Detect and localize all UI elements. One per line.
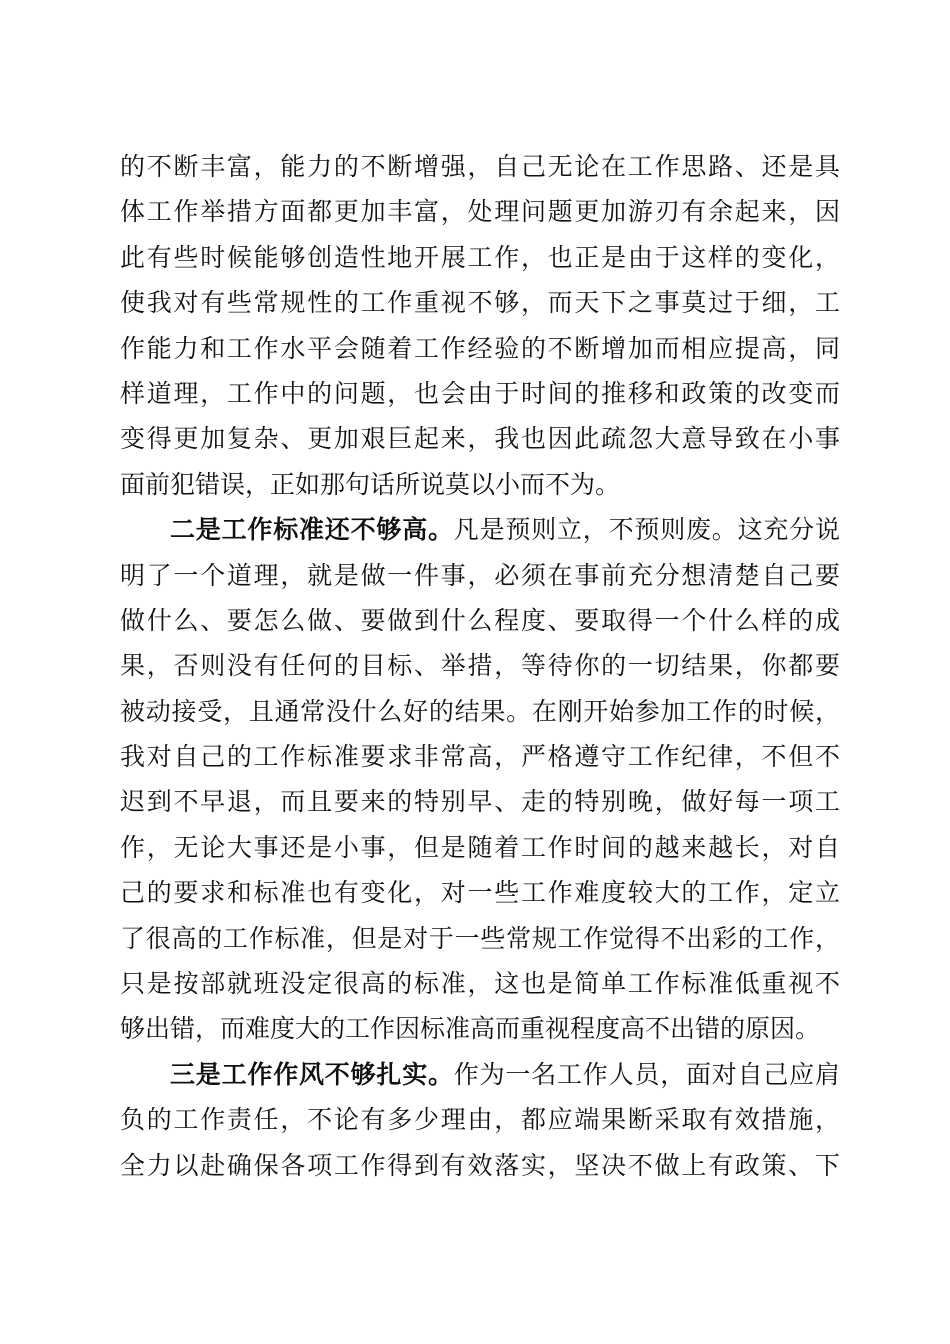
text-line: 样道理，工作中的问题，也会由于时间的推移和政策的改变而: [120, 378, 840, 408]
text-line: 我对自己的工作标准要求非常高，严格遵守工作纪律，不但不: [120, 742, 840, 772]
text-line: 变得更加复杂、更加艰巨起来，我也因此疏忽大意导致在小事: [120, 424, 840, 454]
text-run: 作为一名工作人员，面对自己应肩: [453, 1059, 840, 1089]
text-line: 作，无论大事还是小事，但是随着工作时间的越来越长，对自: [120, 832, 840, 862]
text-line: 使我对有些常规性的工作重视不够，而天下之事莫过于细，工: [120, 288, 840, 318]
text-line: 此有些时候能够创造性地开展工作，也正是由于这样的变化，: [120, 242, 840, 272]
text-line: 作能力和工作水平会随着工作经验的不断增加而相应提高，同: [120, 333, 840, 363]
text-line: 了很高的工作标准，但是对于一些常规工作觉得不出彩的工作，: [120, 923, 840, 953]
paragraph-work-style: [120, 1052, 840, 1188]
text-line: 做什么、要怎么做、要做到什么程度、要取得一个什么样的成: [120, 605, 840, 635]
text-line: 的不断丰富，能力的不断增强，自己无论在工作思路、还是具: [120, 152, 840, 181]
text-line: 被动接受，且通常没什么好的结果。在刚开始参加工作的时候，: [120, 696, 840, 726]
text-line: 全力以赴确保各项工作得到有效落实，坚决不做上有政策、下: [120, 1150, 840, 1180]
text-line: 面前犯错误，正如那句话所说莫以小而不为。: [120, 469, 621, 499]
text-line: 迟到不早退，而且要来的特别早、走的特别晚，做好每一项工: [120, 787, 840, 817]
text-line: [120, 1052, 840, 1097]
paragraph-heading: 二是工作标准还不够高。: [170, 515, 454, 545]
text-line: 己的要求和标准也有变化，对一些工作难度较大的工作，定立: [120, 878, 840, 908]
text-line: 负的工作责任，不论有多少理由，都应端果断采取有效措施，: [120, 1105, 840, 1135]
paragraph-work-standards: [120, 507, 840, 1052]
document-body: [120, 144, 840, 1188]
text-line: 果，否则没有任何的目标、举措，等待你的一切结果，你都要: [120, 651, 840, 681]
text-line: [120, 507, 840, 552]
text-line: 体工作举措方面都更加丰富，处理问题更加游刃有余起来，因: [120, 197, 840, 227]
paragraph-continuation: [120, 144, 840, 507]
text-line: 够出错，而难度大的工作因标准高而重视程度高不出错的原因。: [120, 1014, 821, 1044]
text-line: 只是按部就班没定很高的标准，这也是简单工作标准低重视不: [120, 969, 840, 999]
text-line: 明了一个道理，就是做一件事，必须在事前充分想清楚自己要: [120, 560, 840, 590]
paragraph-heading: 三是工作作风不够扎实。: [170, 1059, 454, 1089]
text-run: 凡是预则立，不预则废。这充分说: [453, 515, 840, 545]
